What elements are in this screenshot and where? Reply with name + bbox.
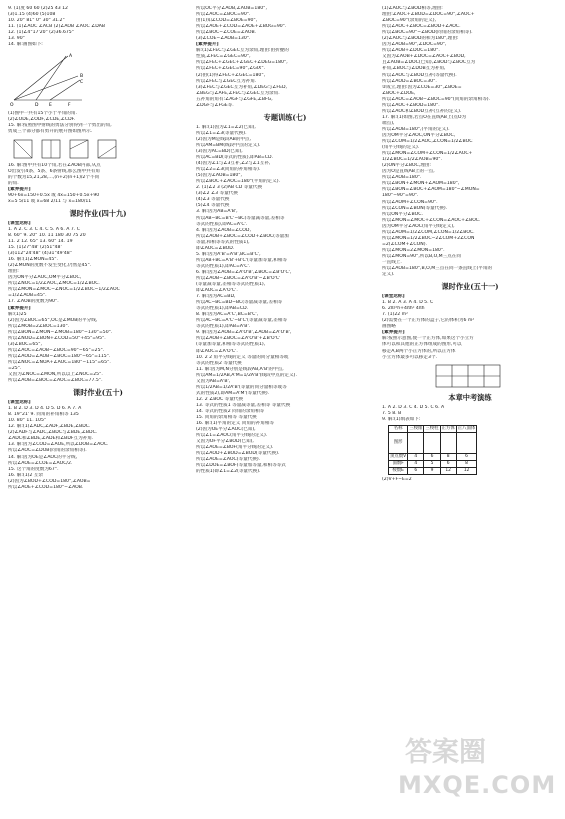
table-cell: 9 xyxy=(424,467,440,474)
answer-line: 所以∠AOB=∠BOC=∠AOC=∠BOC=77.5°. xyxy=(8,378,103,384)
answer-line: 所以∠MON=∠MOC+∠CON=∠AOC+∠BOC. xyxy=(382,217,481,223)
answer-line: 所以∠CON=∠BON(等量代换). xyxy=(382,205,448,211)
answer-line: (2)∠ODE,∠ODF,∠CDE,∠CDF. xyxy=(8,117,75,123)
answer-line: 所以∠AOC和∠BOD互补(互补的定义). xyxy=(382,108,462,114)
answer-line: 所以∠BOC+∠AOC=180°(平角的定义). xyxy=(196,179,280,185)
answer-line: (2)因为M是线段AB的中点, xyxy=(196,136,251,142)
answer-line: =25°. xyxy=(8,365,22,371)
answer-line: 17. 解:(1)如图,若点O在直线AB上(点O为 xyxy=(382,114,467,120)
label-b: B xyxy=(80,74,84,80)
answer-line: 2. (1)∠2 3 (2)AB CD 等量代换 xyxy=(196,185,263,191)
answer-line: 所以∠COM=1/2∠AOC,∠CON=1/2∠BOC xyxy=(382,139,473,145)
answer-line: 补角,∠BOC与∠DOB互为补角, xyxy=(382,66,446,72)
section-title: 课时作业(五十) xyxy=(73,388,123,398)
table-cell: 4 xyxy=(408,453,424,460)
answer-line: (3)1.15 (4)60 (5)108 xyxy=(8,12,56,18)
answer-line: 所以∠MON=1/2∠BOC−2∠COM+2∠CON xyxy=(382,235,475,241)
answer-line: 画图略 xyxy=(382,324,396,330)
answer-line: 13. 等式的性质1 等量减等量,差相等 等量代换 xyxy=(196,402,291,408)
answer-line: 因为O是直线AB上的一点, xyxy=(382,169,435,175)
label-d: D xyxy=(35,103,39,109)
answer-line: 3. 解:因为AB=A'B', xyxy=(196,209,238,215)
table-cell xyxy=(424,432,440,453)
table-cell xyxy=(440,432,456,453)
label-f: F xyxy=(68,103,71,109)
answer-line: 即∠AOC=∠A'O'C'. xyxy=(196,348,238,354)
answer-line: =1/2∠AOB=45°. xyxy=(8,293,47,299)
table-cell xyxy=(456,432,477,453)
answer-line: 6. 解:因为∠AOB=∠A'O'B',∠BOC=∠B'O'C', xyxy=(196,269,292,275)
answer-line: 式的性质2),即AM=A'M'(等量代换). xyxy=(196,390,270,396)
answer-line: 7. 解:因为AC=BD, xyxy=(196,294,236,300)
answer-line: 所以∠AOC与∠BOD互补(等量代换). xyxy=(382,72,457,78)
answer-line: 1. A 2. C 3. C 4. C 5. A 6. A 7. C xyxy=(8,226,80,232)
answer-line: 15. (1)27°48' (2)51°48' xyxy=(8,245,62,251)
label-c: C xyxy=(80,80,84,86)
cut-squares-diagram xyxy=(8,138,128,160)
answer-line: 由(1)知∠COD=∠BOE=90°, xyxy=(196,18,258,24)
answer-line: (2)因为OE平分∠AOC(已知), xyxy=(196,427,256,433)
answer-line: 所以∠AOD=∠AOB−∠BOC=180°−65°=115°. xyxy=(8,353,111,359)
table-cell: 4 xyxy=(408,460,424,467)
answer-line: 所以∠BOC−∠COE=∠AOB. xyxy=(196,30,257,36)
answer-line: 解:(1)∠FEC与∠GEC互为余角,理由:由折叠的 xyxy=(196,48,289,54)
table-header-row xyxy=(389,425,477,432)
table-cell: 8 xyxy=(456,460,477,467)
answer-line: 等式的性质),即AC=A'C'. xyxy=(196,221,248,227)
table-header-cell: 正八面体 xyxy=(457,425,476,431)
answer-line: 定义). xyxy=(382,272,395,278)
table-cell: 图形 xyxy=(389,432,408,453)
table-cell: 12 xyxy=(456,467,477,474)
answer-line: 所以∠AOE=∠COE=∠AOC/2. xyxy=(8,460,73,466)
answer-line: 的个数为15,21,28,…,(n+2)(n+1)/2个不同 xyxy=(8,174,100,180)
answer-line: 因为OM平分∠AOC(角平分线定义), xyxy=(382,223,455,229)
answer-line: (等量加等量,和相等等式的性质1), xyxy=(196,342,266,348)
answer-line: 一直线上. xyxy=(382,259,402,265)
subsection-label: [素养提升] xyxy=(8,305,31,311)
subsection-label: [课堂达标] xyxy=(8,400,31,406)
table-cell: 6 xyxy=(424,453,440,460)
answer-line: ∠BOC=90°(余角的定义), xyxy=(382,18,437,24)
table-cell: 6 xyxy=(440,460,456,467)
answer-line: 5. 解:因为A'B'=A'B',BC=B'C', xyxy=(196,251,261,257)
answer-line: (2)由(1)得∠FEC+∠GEC=180°, xyxy=(196,72,266,78)
answer-line: 又因为AB=A'B', xyxy=(196,378,231,384)
answer-line: (5)∠4 等量代换 xyxy=(196,203,230,209)
table-cell: 12 xyxy=(440,467,456,474)
answer-line: 端点), xyxy=(382,120,395,126)
answer-line: x=5 5/11 或 x=68 2/11 与 x=180/11 xyxy=(8,198,92,204)
answer-line: ∠BEG与∠AFE,∠FEC与∠GEC互为余角. xyxy=(196,90,280,96)
answer-line: 所以∠AOC=∠DOB(同角的余角相等). xyxy=(8,448,87,454)
answer-line: 13. 90° xyxy=(8,36,25,42)
answer-line: 所以ON平分∠BOC. xyxy=(382,211,423,217)
answer-line: 所以∠MON=∠MOC−∠NOC=1/2∠BOC−1/2∠AOC xyxy=(8,287,120,293)
answer-line: 9. (1)度 60 60 (2)25 43 12 xyxy=(8,6,68,11)
answer-line: 所以∠AOB=180°,(平角的定义). xyxy=(382,126,450,132)
answer-line: 所以∠AOB=180°,B,O,M三点在同一条直线上(平角的 xyxy=(382,266,493,272)
answer-line: 的角. xyxy=(8,180,19,186)
answer-line: (等量减等量,差相等等式的性质1), xyxy=(196,282,266,288)
answer-line: 14. 等式的性质2 同角的余角相等 xyxy=(196,409,265,414)
answer-line: 9. 解:(1)填表如下: xyxy=(382,416,421,422)
table-row xyxy=(389,432,477,453)
answer-line: 又因为∠AOB+∠DOC=∠AOC+∠BOD, xyxy=(382,54,466,60)
label-a: A xyxy=(69,54,73,60)
answer-line: 10. 80° 11. 105° xyxy=(8,418,47,424)
answer-line: 4. 解:因为∠AOB=∠COD, xyxy=(196,227,251,233)
answer-line: 16. 解:(1)平角的定义 同角的补角相等 xyxy=(196,421,275,427)
answer-line: 理由: xyxy=(8,269,19,275)
answer-line: 所以∠AOB−∠BOC=∠A'O'B'−∠B'O'C' xyxy=(196,275,281,281)
answer-line: 等式的性质1),即AC=A'C'. xyxy=(196,263,251,269)
answer-line: (3)∠BOC=65°, xyxy=(8,341,42,347)
watermark-logo: 答案圈 xyxy=(405,737,486,768)
subsection-label: [课堂达标] xyxy=(8,220,31,226)
answer-line: 所以∠AOC+∠BOD=180°. xyxy=(382,102,440,108)
answer-line: 体可以和其他的正方体组成的图形,可以 xyxy=(382,342,462,348)
answer-line: ∠DGF与∠FGE等. xyxy=(196,102,234,108)
answer-line: 14. 解:因为OE是∠AOC的平分线, xyxy=(8,454,78,460)
subsection-label: [素养提升] xyxy=(196,42,219,48)
answer-line: 1/2∠BOC=1/2∠AOB=90°. xyxy=(382,157,443,163)
answer-line: 90+6x=150+0.5x 或 4x=150+0.5x+90 xyxy=(8,192,100,198)
answer-line: (3)112°24'48" (4)31°49'48" xyxy=(8,251,72,257)
answer-line: (3)∠COE−∠AOB=130°. xyxy=(196,36,251,42)
answer-line: ②成立,理由:因为∠COE=30°,∠BOE= xyxy=(382,84,462,90)
answer-column-2 xyxy=(196,6,374,476)
answer-line: 所以∠MON=∠COM+∠CON=1/2∠AOC+ xyxy=(382,151,473,157)
table-cell: 顶点数V xyxy=(390,453,407,459)
answer-line: 等式的性质1),即AB=CD. xyxy=(196,306,249,312)
answer-line: 剪成三个部分都有剪开的展开图如图所示. xyxy=(8,129,93,135)
answer-line: (2)∠AOC与∠BOD的和为180°,理由: xyxy=(382,36,459,42)
angle-rays-diagram xyxy=(8,50,88,108)
answer-line: 所以∠AOE+∠COD=∠AOE+∠BOG=90°. xyxy=(196,24,287,30)
answer-line: 所以AB+BC=A'B'+B'C'(等量加等量,和相等 xyxy=(196,257,288,263)
answer-line: 所以∠MOB=2∠BOC=130°. xyxy=(8,323,70,329)
section-title: 课时作业(五十一) xyxy=(441,282,499,292)
answer-line: 所以AC=BD(等式的性质),即AB=CD. xyxy=(196,155,273,161)
answer-line: 8. 解:因为AC=A'C',BC=B'C', xyxy=(196,312,259,318)
answer-line: 1. A 2. D 3. C 4. D 5. C 6. A xyxy=(382,404,445,410)
answer-line: 15. 解:按照图中射线的剪法分别得到一个剪出的角, xyxy=(8,123,112,129)
answer-line: 所以AM=BM(线段中点的定义). xyxy=(196,142,261,148)
answer-line: 8. 19°21' 9. 同角的补角相等 135 xyxy=(8,412,79,418)
table-cell: 棱数E xyxy=(389,467,408,474)
answer-line: 所以∠AOB=180°. xyxy=(382,175,422,181)
label-o: O xyxy=(10,103,14,109)
answer-column-1 xyxy=(8,6,188,491)
answer-line: 180°−90°=90°. xyxy=(382,193,419,199)
answer-line: 17. ∠AOB的度数为90°. xyxy=(8,299,59,305)
section-title: 专题训练(七) xyxy=(263,112,307,122)
answer-line: 所以∠AOM=1/2∠COM,∠CON=1/2∠BOC. xyxy=(382,229,475,235)
answer-line: 6. 2πr²h+4πh² 4πh xyxy=(382,306,425,312)
answer-line: 小立方体最多可以移走3个. xyxy=(382,354,437,360)
answer-line: 所以∠1=∠3(等量代换). xyxy=(196,130,247,136)
label-e: E xyxy=(49,103,52,109)
table-header-cell: 三棱锥 xyxy=(409,425,423,431)
table-header-cell: 三棱柱 xyxy=(425,425,439,431)
answer-line: (2)ON平分∠BOC,理由: xyxy=(382,163,431,169)
answer-line: 所以∠NOC=1/2∠AOC,∠MOC=1/2∠BOC. xyxy=(8,281,100,287)
answer-line: 所以∠AOC=∠BOC=90°. xyxy=(196,12,251,18)
answer-line: 所以∠AOE=∠AOC(等量代换). xyxy=(196,457,261,463)
answer-line: 所以∠BON=∠BOC+∠AOM=180°−∠MON= xyxy=(382,187,480,193)
answer-line: 所以∠AOE=∠BOF(角平分线的定义). xyxy=(196,445,274,451)
answer-line: (1)∠AOC与∠BOD相等,理由: xyxy=(382,6,443,11)
answer-line: 所以∠AOB+∠BOC=∠COD+∠BOC(等量加 xyxy=(196,233,289,239)
answer-line: 所以∠2=∠3(同角的补角相等). xyxy=(196,167,261,173)
answer-line: 所以∠DOE=∠BOF(等量加等量,和相等等式 xyxy=(196,463,286,469)
answer-line: ∠BOC+∠DOE, xyxy=(382,90,416,96)
cube-grid-diagram xyxy=(434,363,504,389)
table-cell: 6 xyxy=(456,453,477,460)
answer-line: O出发引4条、5条、6条射线,那么图中共有角 xyxy=(8,168,100,174)
table-row xyxy=(389,453,477,460)
answer-line: 12. 2 ∠BOC 等量代换 xyxy=(196,396,243,402)
answer-line: 8. 60° 9. 20° 10. 11 180 30 75 20 xyxy=(8,232,86,238)
answer-line: 1. B 2. D 3. D 4. D 5. D 6. A 7. A xyxy=(8,406,82,412)
answer-line: (3)∠FEC与∠GEC互为补角,∠DEG与∠FED, xyxy=(196,84,287,90)
answer-line: (2)因为∠BOC=65°,OC是∠MOB的平分线, xyxy=(8,317,98,323)
answer-line: 所以∠NOC=∠NOA+∠AOC=180°−115°=65°. xyxy=(8,359,111,365)
answer-line: 因为ON平分∠AOC,OM平分∠BOC, xyxy=(8,275,82,281)
answer-line: 14. 解:画图如下: xyxy=(8,42,43,48)
answer-line: 所以∠AOC=∠AOB−∠BOC=90°−65°=25°. xyxy=(8,347,105,353)
polyhedra-table xyxy=(388,425,477,475)
answer-line: 所以1/2AB=1/2A'B'(等量的同分量相等或等 xyxy=(196,384,287,390)
answer-line: (2)∠ADF与∠ADC,∠BDC与∠BDE,∠BDC. xyxy=(8,430,98,436)
table-row xyxy=(389,460,477,467)
subsection-label: [素养提升] xyxy=(8,186,31,192)
answer-line: 因为OM平分∠AOC,ON平分∠BOC, xyxy=(382,132,456,138)
answer-line: 五补角的角有:∠AGF与∠GFE,∠BFG, xyxy=(196,96,273,102)
answer-line: 所以∠MON=90°,所以B,O,M三点在同 xyxy=(382,253,461,259)
answer-line: 所以∠1=∠AOC(角平分线的定义). xyxy=(196,433,268,439)
section-title: 本章中考演练 xyxy=(448,392,492,402)
answer-line: 因为∠AOB=90°,∠DOC=90°, xyxy=(382,42,447,48)
answer-line: 所以∠AOM+∠CON=90°. xyxy=(382,199,438,205)
table-row xyxy=(389,467,477,474)
answer-line: (3)因为AC=BD(已知), xyxy=(196,148,243,154)
answer-line: 所以∠MON=2∠MON=180°. xyxy=(382,247,445,253)
answer-line: 所以∠FEC+∠GEC+∠GEC+∠DEG=180°, xyxy=(196,60,288,66)
answer-line: 10. 2 2 角平分线的定义 等量的同分量相等或 xyxy=(196,354,289,360)
subsection-label: [素养提升] xyxy=(382,330,405,336)
answer-line: (4)因为∠1与∠3互补,∠2与∠1互补, xyxy=(196,161,271,167)
answer-line: 所以∠BON=∠MON−∠MOB=180°−130°=50°. xyxy=(8,329,113,335)
answer-line: 9. 解:因为∠AOB=∠A'O'B',∠AOB=∠A'O'B', xyxy=(196,330,292,336)
figure-cut-squares xyxy=(8,138,188,160)
answer-line: 所以∠AOB+∠DOC=180°. xyxy=(382,48,440,54)
answer-line: (2)V+F−E=2 xyxy=(382,476,412,482)
answer-line: 理由:∠AOC+∠BOD=∠DOC=90°,∠AOC+ xyxy=(382,12,475,18)
answer-line: 所以OC平分∠AOB,∠AOB=180°, xyxy=(196,6,267,11)
answer-line: 所以∠BON+∠MON+∠AOM=180°, xyxy=(382,181,460,187)
answer-column-3 xyxy=(382,6,558,483)
section-title: 课时作业(四十九) xyxy=(69,208,127,218)
answer-line: 所以∠AOC=∠AOB−∠BOC=90°(同角的余角相等). xyxy=(382,96,491,102)
table-cell: 5 xyxy=(424,460,440,467)
answer-line: 又因为∠NOC=∠MON,所以以上∠NOC=25°. xyxy=(8,372,103,378)
subsection-label: [课堂达标] xyxy=(382,294,405,300)
answer-line: 所以∠AOE+∠COD=180°−∠AOB. xyxy=(8,484,84,490)
answer-line: 15. 这个角的度数为67°. xyxy=(8,466,59,472)
answer-line: 所以∠FEC与∠GEC互为补角. xyxy=(196,78,257,84)
answer-line: (1)图中一共有15个小于平角的角. xyxy=(8,111,77,117)
answer-line: 11. 解:因为M,N分别是线段AB,A'B'的中点, xyxy=(196,366,284,372)
answer-line: (5)因为∠AOB=180°, xyxy=(196,173,243,179)
answer-line: 所以∠AOD+∠BOD=∠BOD(等量代换). xyxy=(196,451,280,457)
answer-line: 等式的性质2 等量代换 xyxy=(196,360,242,366)
table-cell: 面数F xyxy=(389,460,408,467)
answer-line: 7. (1)22 m² xyxy=(382,312,408,318)
answer-line: 等量,和相等等式的性质1), xyxy=(196,239,250,245)
answer-line: 16. 解:(1)2 互余 xyxy=(8,472,43,478)
answer-line: 7. 5 8. B xyxy=(382,410,402,416)
answer-line: 11. (1)∠AOC ∠ACB (2)∠AOB ∠AOC ∠DAB xyxy=(8,24,105,30)
answer-line: 16. 解:(1)∠MON=45°. xyxy=(8,257,58,263)
answer-line: 所以∠AOC+∠BOC=∠BOD+∠AOC. xyxy=(382,24,461,30)
answer-line: 等式的性质1),即AB=A'B'. xyxy=(196,324,251,330)
answer-line: 解:(1)25 xyxy=(8,311,27,317)
answer-line: 1. 解:(1)因为∠1=∠2(已知), xyxy=(196,124,256,130)
answer-line: 所以AC−BC=A'C'−B'C'(等量减等量,差相等 xyxy=(196,318,288,324)
figure-angle-rays xyxy=(8,50,188,108)
answer-line: 且∠AOB=∠DOC(已知),∠BOD与∠BOC互为 xyxy=(382,60,476,66)
answer-line: (4)∠3 等量代换 xyxy=(196,197,230,203)
answer-line: 性质,∠FEC=∠GEC=90°, xyxy=(196,54,251,60)
answer-line: 16. 解:图中共有10个角,若在∠AOB内部,从点 xyxy=(8,162,101,168)
answer-line: 的性质1)即∠1=∠2(等量代换). xyxy=(196,469,261,475)
answer-line: (角平分线的定义). xyxy=(382,145,420,151)
table-cell: 8 xyxy=(440,453,456,460)
answer-line: 即∠AOC=∠A'O'C'. xyxy=(196,288,238,294)
answer-line: 又因为OF平分∠BOD(已知), xyxy=(196,439,254,445)
answer-line: 所以∠FEC+∠GEC=90°,∠GIX°. xyxy=(196,66,266,72)
answer-line: 所以AC−BC=BD−BC(等量减等量,差相等 xyxy=(196,300,283,306)
answer-line: 15. 同角的余角相等 等量代换 xyxy=(196,415,257,421)
answer-line: (2)需要在一个正方体的盒子,它的体积为6 m² xyxy=(382,318,475,324)
table-header-cell: 名称 xyxy=(389,425,408,432)
answer-line: 所以∠AOB+∠BOC=∠A'O'B'+∠B'O'C' xyxy=(196,336,281,342)
answer-line: 10. 20° 81° 0° 30° 31.2° xyxy=(8,18,65,24)
table-cell xyxy=(408,432,424,453)
answer-line: (2)∠MON的度数不发生变化,仍然是45°. xyxy=(8,263,92,269)
answer-line: 所以∠BOC=90°−∠BOD(同角的余角相等). xyxy=(382,30,473,36)
answer-line: 即∠AOC=∠BOD. xyxy=(196,245,235,251)
watermark-domain: MXQE.COM xyxy=(398,771,557,799)
answer-line: 12. 解:(1)∠ADC,∠ADF,∠BDE,∠BDC. xyxy=(8,424,91,430)
answer-line: 所以AM=1/2AB,A'M=1/2A'B'(线段中点的定义). xyxy=(196,372,297,378)
figure-cube-grid xyxy=(434,363,558,389)
answer-line: 13. 解:因为∠COD=∠AOE,所以∠DOB=∠AOC. xyxy=(8,442,109,448)
answer-line: (3)∠2 ∠3 等量代换 xyxy=(196,191,238,197)
answer-line: ∠ADC和∠BDE,∠ADE和∠BDF互为补角. xyxy=(8,436,94,442)
answer-line: 所以∠NOD=∠BON+∠COD=50°+45°=95°. xyxy=(8,335,106,341)
answer-line: 12. (1)∠4°17'20" (2)36.675° xyxy=(8,30,75,36)
answer-line: (2)因为∠BOD+∠COD=180°,∠AOB= xyxy=(8,478,91,484)
answer-line: 1. B 2. A 3. A 4. D 5. C xyxy=(382,300,434,306)
answer-line: 11. 2 12. 65° 13. 60° 14. 19 xyxy=(8,238,73,244)
answer-line: 所以∠AOD=∠BOC=30°. xyxy=(382,78,437,84)
table-cell: 6 xyxy=(408,467,424,474)
answer-line: 移走A,B两个小正方体的,所以正方体 xyxy=(382,348,456,354)
table-header-cell: 正方体 xyxy=(441,425,455,431)
answer-line: 所以AB−BC=B'C'−BC(等量减等量,差相等 xyxy=(196,215,285,221)
answer-line: =2(∠COM+∠CON). xyxy=(382,241,427,247)
answer-line: 解:按照示意图,使一个正方体,如果这个小立方 xyxy=(382,336,474,342)
